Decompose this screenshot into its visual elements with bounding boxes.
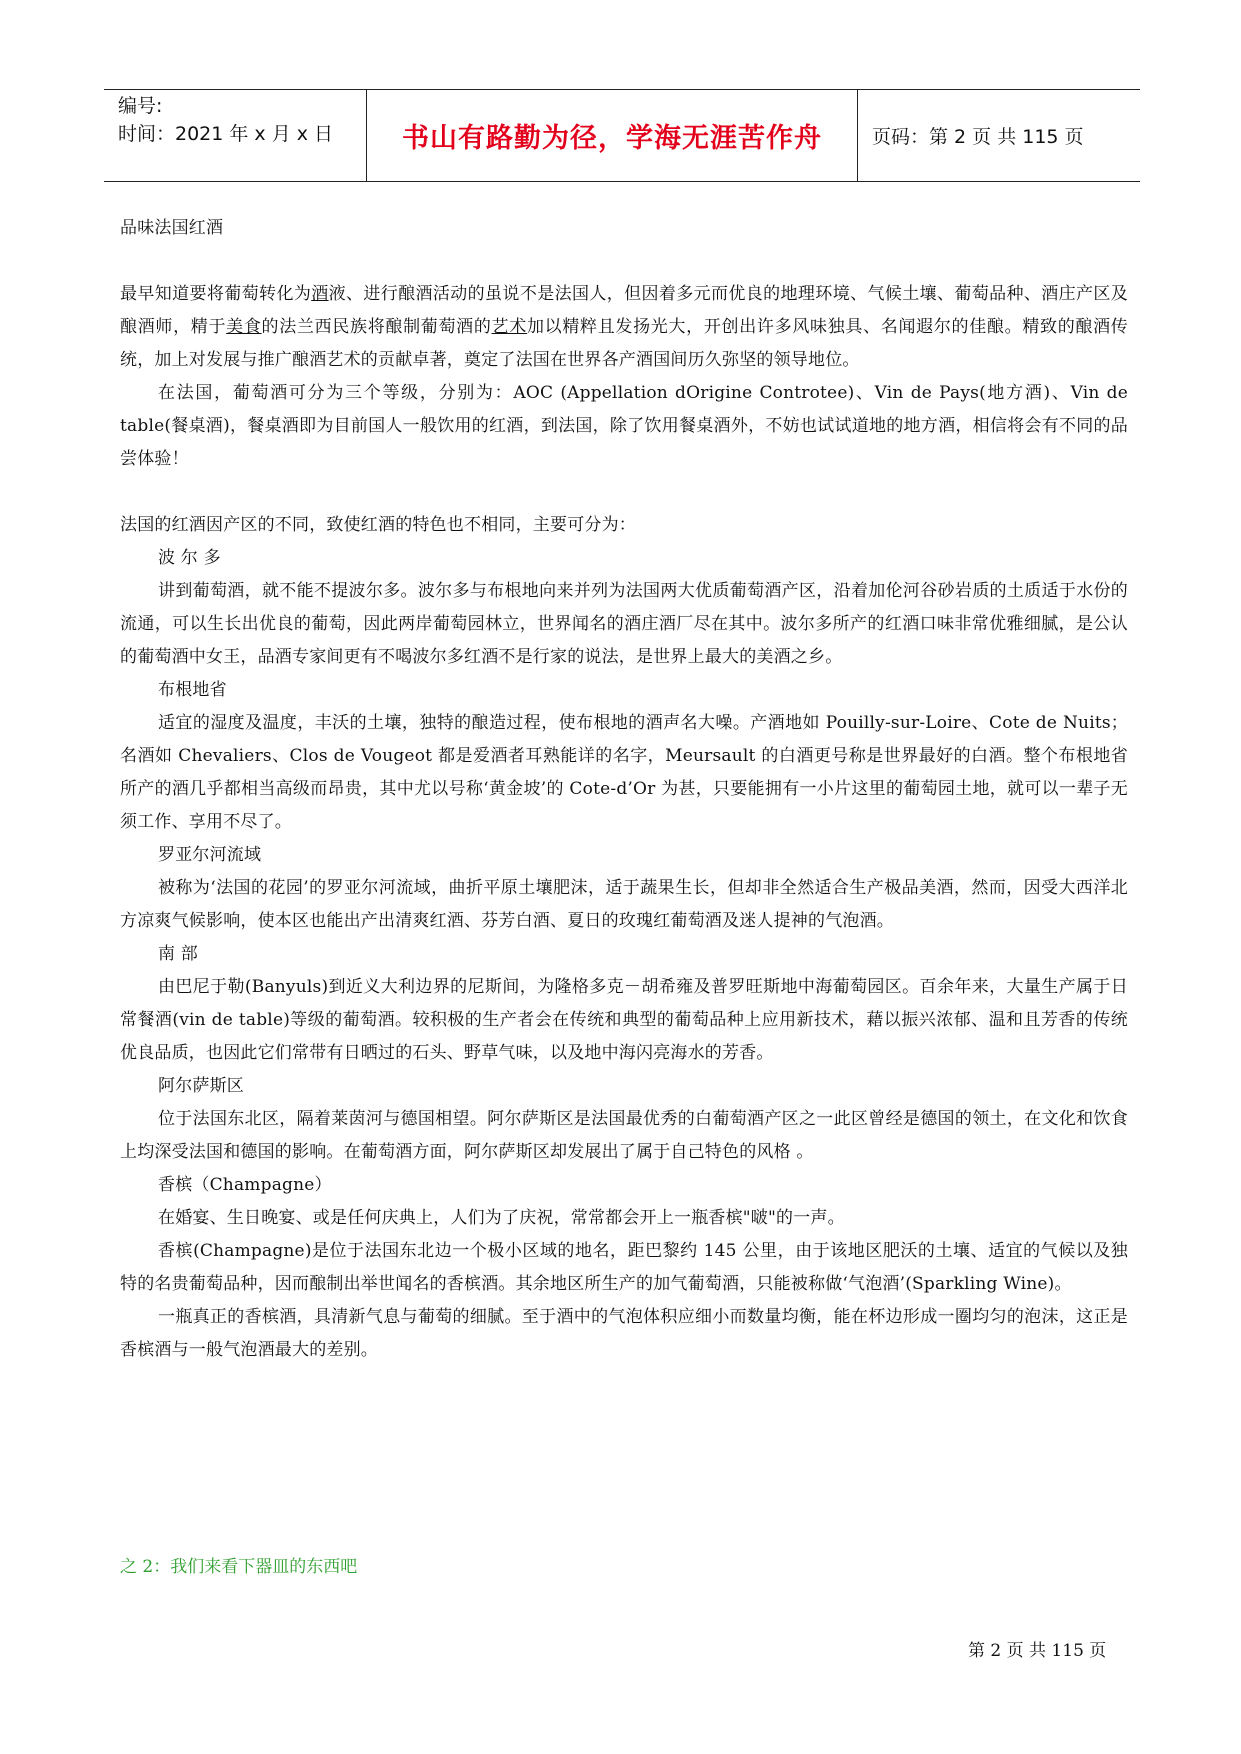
champagne-paragraph-2: 香槟(Champagne)是位于法国东北边一个极小区域的地名，距巴黎约 145 公里，由于该地区肥沃的土壤、适宜的气候以及独特的名贵葡萄品种，因而酿制出举世闻名的香槟酒。其余地区所生产的加气葡萄酒，只能被称做‘气泡酒’(Sparkling Wine)。 (120, 1241, 1128, 1294)
next-section-heading: 之 2：我们来看下器皿的东西吧 (120, 1557, 358, 1577)
champagne-paragraph-3: 一瓶真正的香槟酒，具清新气息与葡萄的细腻。至于酒中的气泡体积应细小而数量均衡，能在杯边形成一圈均匀的泡沫，这正是香槟酒与一般气泡酒最大的差别。 (120, 1307, 1128, 1360)
grades-paragraph: 在法国，葡萄酒可分为三个等级，分别为：AOC (Appellation dOrigine Controtee)、Vin de Pays(地方酒)、Vin de table(餐桌酒)，餐桌酒即为目前国人一般饮用的红酒，到法国，除了饮用餐桌酒外，不妨也试试道地的地方酒，相信将会有不同的品尝体验！ (120, 383, 1128, 469)
link-art[interactable]: 艺术 (491, 317, 527, 337)
section-title-champagne: 香槟（Champagne） (158, 1175, 332, 1195)
doc-number-label: 编号: (118, 95, 163, 117)
page-footer: 第 2 页 共 115 页 (968, 1641, 1107, 1661)
regions-intro: 法国的红酒因产区的不同，致使红酒的特色也不相同，主要可分为： (120, 515, 636, 535)
document-body (120, 212, 1128, 1367)
page-header (104, 89, 1140, 182)
section-title-bordeaux: 波 尔 多 (158, 548, 221, 568)
link-wine[interactable]: 酒 (311, 284, 329, 304)
intro-paragraph: 最早知道要将葡萄转化为酒液、进行酿酒活动的虽说不是法国人，但因着多元而优良的地理环境、气候土壤、葡萄品种、酒庄产区及酿酒师，精于美食的法兰西民族将酿制葡萄酒的艺术加以精粹且发扬光大，开创出许多风味独具、名闻遐尔的佳酿。精致的酿酒传统，加上对发展与推广酿酒艺术的贡献卓著，奠定了法国在世界各产酒国间历久弥坚的领导地位。 (120, 284, 1129, 370)
alsace-paragraph: 位于法国东北区，隔着莱茵河与德国相望。阿尔萨斯区是法国最优秀的白葡萄酒产区之一此区曾经是德国的领土，在文化和饮食上均深受法国和德国的影响。在葡萄酒方面，阿尔萨斯区却发展出了属于自己特色的风格 。 (120, 1109, 1128, 1162)
loire-paragraph: 被称为‘法国的花园’的罗亚尔河流域，曲折平原土壤肥沫，适于蔬果生长，但却非全然适合生产极品美酒，然而，因受大西洋北方凉爽气候影响，使本区也能出产出清爽红酒、芬芳白酒、夏日的玫瑰红葡萄酒及迷人提神的气泡酒。 (120, 878, 1128, 931)
section-title-loire: 罗亚尔河流域 (158, 845, 262, 865)
section-title-burgundy: 布根地省 (158, 680, 227, 700)
section-title-alsace: 阿尔萨斯区 (158, 1076, 244, 1096)
section-title-south: 南 部 (158, 944, 199, 964)
burgundy-paragraph: 适宜的湿度及温度，丰沃的土壤，独特的酿造过程，使布根地的酒声名大噪。产酒地如 Pouilly-sur-Loire、Cote de Nuits；名酒如 Chevaliers、Clos de Vougeot 都是爱酒者耳熟能详的名字，Meursault 的白酒更号称是世界最好的白酒。整个布根地省所产的酒几乎都相当高级而昂贵，其中尤以号称‘黄金坡’的 Cote-d’Or 为甚，只要能拥有一小片这里的葡萄园土地，就可以一辈子无须工作、享用不尽了。 (120, 713, 1128, 832)
doc-title: 品味法国红酒 (120, 218, 224, 238)
south-paragraph: 由巴尼于勒(Banyuls)到近义大利边界的尼斯间，为隆格多克－胡希雍及普罗旺斯地中海葡萄园区。百余年来，大量生产属于日常餐酒(vin de table)等级的葡萄酒。较积极的生产者会在传统和典型的葡萄品种上应用新技术，藉以振兴浓郁、温和且芳香的传统优良品质，也因此它们常带有日晒过的石头、野草气味，以及地中海闪亮海水的芳香。 (120, 977, 1128, 1063)
link-cuisine[interactable]: 美食 (226, 317, 262, 337)
header-meta (104, 90, 367, 181)
header-motto: 书山有路勤为径，学海无涯苦作舟 (367, 90, 858, 181)
doc-time-label: 时间：2021 年 x 月 x 日 (118, 123, 334, 145)
header-page-number: 页码：第 2 页 共 115 页 (872, 126, 1084, 148)
bordeaux-paragraph: 讲到葡萄酒，就不能不提波尔多。波尔多与布根地向来并列为法国两大优质葡萄酒产区，沿着加伦河谷砂岩质的土质适于水份的流通，可以生长出优良的葡萄，因此两岸葡萄园林立，世界闻名的酒庄酒厂尽在其中。波尔多所产的红酒口味非常优雅细腻，是公认的葡萄酒中女王，品酒专家间更有不喝波尔多红酒不是行家的说法，是世界上最大的美酒之乡。 (120, 581, 1128, 667)
champagne-paragraph-1: 在婚宴、生日晚宴、或是任何庆典上，人们为了庆祝，常常都会开上一瓶香槟"啵"的一声。 (158, 1208, 845, 1228)
